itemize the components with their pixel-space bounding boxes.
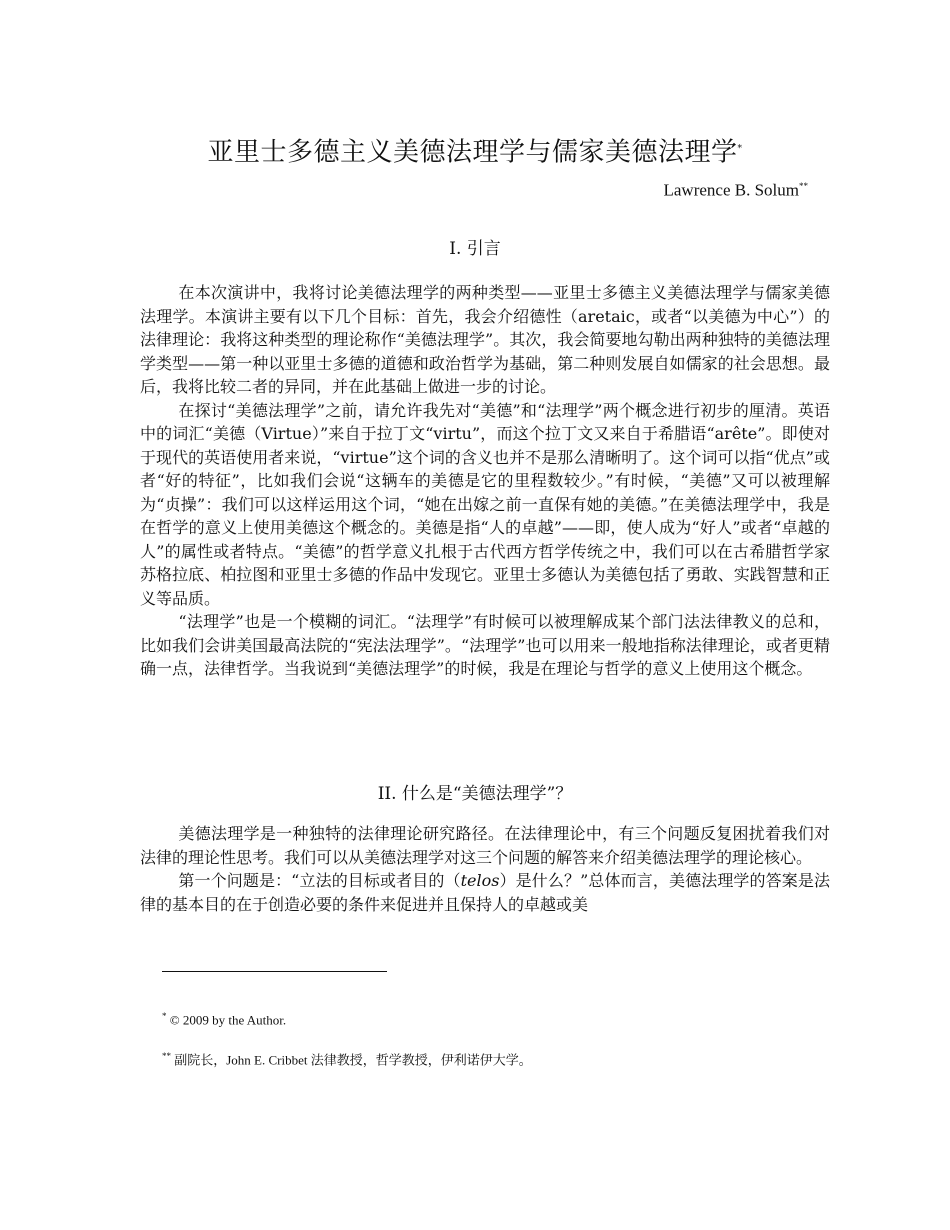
author-name: Lawrence B. Solum [663, 180, 799, 200]
section-heading-what-is-virtue-jurisprudence: II. 什么是“美德法理学”？ [377, 784, 573, 804]
title-footnote-mark[interactable]: * [737, 144, 743, 154]
paragraph [140, 869, 830, 916]
section-introduction-body [140, 281, 830, 681]
footnote-mark: ** [162, 1051, 171, 1061]
footnote-1 [162, 1007, 286, 1029]
paragraph: 在探讨“美德法理学”之前，请允许我先对“美德”和“法理学”两个概念进行初步的厘清。英语中的词汇“美德（Virtue）”来自于拉丁文“virtu”，而这个拉丁文又来自于希腊语“arête”。即使对于现代的英语使用者来说，“virtue”这个词的含义也并不是那么清晰明了。这个词可以指“优点”或者“好的特征”，比如我们会说“这辆车的美德是它的里程数较少。”有时候，“美德”又可以被理解为“贞操”：我们可以这样运用这个词，“她在出嫁之前一直保有她的美德。”在美德法理学中，我是在哲学的意义上使用美德这个概念的。美德是指“人的卓越”——即，使人成为“好人”或者“卓越的人”的属性或者特点。“美德”的哲学意义扎根于古代西方哲学传统之中，我们可以在古希腊哲学家苏格拉底、柏拉图和亚里士多德的作品中发现它。亚里士多德认为美德包括了勇敢、实践智慧和正义等品质。 [140, 400, 830, 608]
paragraph: 美德法理学是一种独特的法律理论研究路径。在法律理论中，有三个问题反复困扰着我们对法律的理论性思考。我们可以从美德法理学对这三个问题的解答来介绍美德法理学的理论核心。 [140, 824, 830, 867]
footnote-text: 副院长，John E. Cribbet 法律教授，哲学教授，伊利诺伊大学。 [174, 1052, 532, 1068]
author-line [664, 175, 809, 202]
italic-term: telos [460, 871, 500, 890]
paragraph-text: ）是什么？”总体而言，美德法理学的答案是法律的基本目的在于创造必要的条件来促进并且保持人的卓越或美 [140, 871, 830, 914]
footnote-divider [162, 971, 387, 972]
section-heading-introduction: I. 引言 [449, 239, 501, 259]
title-text: 亚里士多德主义美德法理学与儒家美德法理学 [207, 137, 738, 168]
document-title [0, 132, 950, 170]
section-two-body [140, 822, 830, 916]
paragraph: “法理学”也是一个模糊的词汇。“法理学”有时候可以被理解成某个部门法法律教义的总和，比如我们会讲美国最高法院的“宪法法理学”。“法理学”也可以用来一般地指称法律理论，或者更精确一点，法律哲学。当我说到“美德法理学”的时候，我是在理论与哲学的意义上使用这个概念。 [140, 612, 830, 678]
paragraph-text: 第一个问题是：“立法的目标或者目的（ [178, 871, 461, 890]
footnote-2 [162, 1047, 532, 1069]
author-footnote-mark[interactable]: ** [799, 181, 808, 191]
footnote-text: © 2009 by the Author. [169, 1012, 287, 1028]
footnote-mark: * [162, 1011, 167, 1021]
paragraph: 在本次演讲中，我将讨论美德法理学的两种类型——亚里士多德主义美德法理学与儒家美德法理学。本演讲主要有以下几个目标：首先，我会介绍德性（aretaic，或者“以美德为中心”）的法律理论：我将这种类型的理论称作“美德法理学”。其次，我会简要地勾勒出两种独特的美德法理学类型——第一种以亚里士多德的道德和政治哲学为基础，第二种则发展自如儒家的社会思想。最后，我将比较二者的异同，并在此基础上做进一步的讨论。 [140, 283, 830, 396]
